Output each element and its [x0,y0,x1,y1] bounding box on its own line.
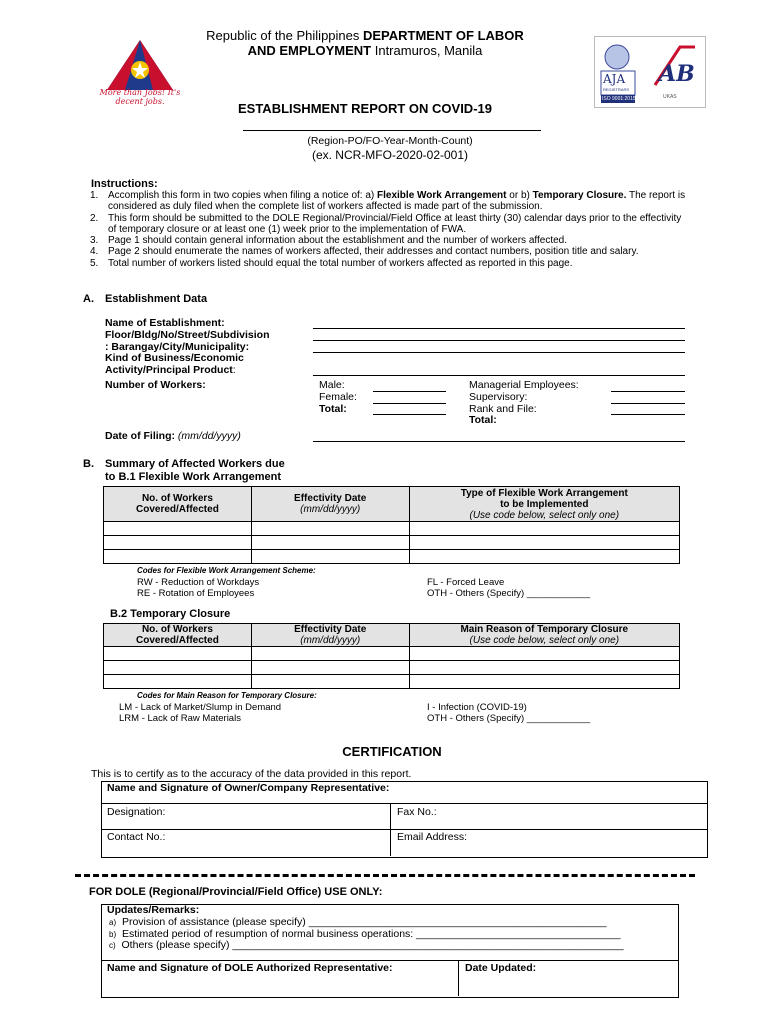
table-cell[interactable] [104,522,252,536]
closure-col-workers: No. of Workers Covered/Affected [104,624,252,647]
table-cell[interactable] [251,550,409,564]
closure-code-lm: LM - Lack of Market/Slump in Demand [119,702,282,713]
instructions-list [90,190,690,269]
table-cell[interactable] [104,550,252,564]
section-a-title: Establishment Data [105,293,208,305]
owner-signature-label[interactable]: Name and Signature of Owner/Company Representative: [107,782,390,794]
barangay-field[interactable] [313,352,685,353]
fwa-col-type: Type of Flexible Work Arrangement to be Implemented (Use code below, select only one) [409,487,679,522]
update-item-c[interactable]: c) Others (please specify) ___________________________________________________________________ [109,939,624,951]
address-field[interactable] [313,340,685,341]
ref-example: (ex. NCR-MFO-2020-02-001) [311,148,469,162]
total-label: Total: [319,403,347,415]
female-label: Female: [319,391,357,403]
establishment-name-field[interactable] [313,328,685,329]
instruction-item: 5. Total number of workers listed should equal the total number of workers affected as reported in this page. [90,257,573,269]
managerial-field[interactable] [611,391,685,392]
header-line1: Republic of the Philippines DEPARTMENT OF LABOR [206,28,524,43]
designation-field[interactable]: Designation: [107,806,166,818]
update-item-b[interactable]: b) Estimated period of resumption of normal business operations: ___________________________________ [109,928,621,940]
date-of-filing-field[interactable] [313,441,685,442]
email-field[interactable]: Email Address: [397,831,468,843]
table-cell[interactable] [104,661,252,675]
total-field[interactable] [373,414,446,415]
instruction-item: 4. Page 2 should enumerate the names of workers affected, their addresses and contact numbers, position title and salary. [90,246,639,258]
instruction-item: 2. This form should be submitted to the DOLE Regional/Provincial/Field Office at least thirty (30) calendar days prior to the effectivity of temporary closure or at least one (1) week prior to the implementation of FWA. [90,212,682,235]
certification-title: CERTIFICATION [342,744,442,759]
supervisory-label: Supervisory: [469,391,528,403]
table-cell[interactable] [251,522,409,536]
kind-of-business-label: Kind of Business/Economic [105,352,244,364]
table-row [104,522,680,536]
section-a-letter: A. [83,293,94,305]
dole-use-title: FOR DOLE (Regional/Provincial/Field Office) USE ONLY: [89,886,383,898]
female-field[interactable] [373,403,446,404]
closure-col-reason: Main Reason of Temporary Closure (Use code below, select only one) [409,624,679,647]
table-cell[interactable] [409,647,679,661]
table-row [104,661,680,675]
closure-col-date: Effectivity Date (mm/dd/yyyy) [251,624,409,647]
table-cell[interactable] [409,675,679,689]
male-field[interactable] [373,391,446,392]
contact-field[interactable]: Contact No.: [107,831,166,843]
ukas-text: UKAS [663,94,677,100]
table-cell[interactable] [409,536,679,550]
table-cell[interactable] [251,647,409,661]
date-of-filing-label: Date of Filing: (mm/dd/yyyy) [105,430,241,442]
closure-code-lrm: LRM - Lack of Raw Materials [119,713,241,724]
instruction-item: 1. Accomplish this form in two copies when filing a notice of: a) Flexible Work Arrangement or b) Temporary Closure. The report is considered as duly filed when the complete list of workers affected is made part of the submission. [90,190,686,213]
total-employees-label: Total: [469,414,497,426]
logo-tagline: More than Jobs! It's decent jobs. [99,88,181,106]
iso-cert-badge [594,36,706,108]
table-cell[interactable] [251,675,409,689]
header-line2: AND EMPLOYMENT Intramuros, Manila [247,43,483,58]
closure-table [103,623,680,689]
table-cell[interactable] [251,661,409,675]
fwa-col-date: Effectivity Date (mm/dd/yyyy) [251,487,409,522]
fwa-code-rw: RW - Reduction of Workdays [137,577,260,588]
section-b-letter: B. [83,458,94,470]
fwa-code-re: RE - Rotation of Employees [137,588,255,599]
floor-label: Floor/Bldg/No/Street/Subdivision [105,329,270,341]
business-kind-field[interactable] [313,375,685,376]
iso-text: ISO 9001:2015 [602,96,636,102]
fwa-code-oth: OTH - Others (Specify) ____________ [427,588,591,599]
table-row [104,647,680,661]
activity-label: Activity/Principal Product: [105,364,236,376]
aja-text: AJA [603,72,626,86]
cut-line [75,874,695,877]
fax-field[interactable]: Fax No.: [397,806,437,818]
male-label: Male: [319,379,345,391]
closure-code-i: I - Infection (COVID-19) [427,702,527,713]
ref-number-line[interactable] [243,130,541,131]
number-of-workers-label: Number of Workers: [105,379,206,391]
certification-statement: This is to certify as to the accuracy of the data provided in this report. [91,768,412,780]
closure-code-oth: OTH - Others (Specify) ____________ [427,713,591,724]
registrars-text: REGISTRARS [603,87,630,92]
date-updated-label[interactable]: Date Updated: [465,962,537,974]
table-cell[interactable] [409,522,679,536]
section-b-title: Summary of Affected Workers due [105,458,285,470]
rank-and-file-label: Rank and File: [469,403,537,415]
section-b1-title: to B.1 Flexible Work Arrangement [105,471,282,483]
fwa-col-workers: No. of Workers Covered/Affected [104,487,252,522]
managerial-label: Managerial Employees: [469,379,579,391]
closure-codes-title: Codes for Main Reason for Temporary Closure: [137,691,317,700]
dole-rep-signature-label[interactable]: Name and Signature of DOLE Authorized Representative: [107,962,393,974]
table-cell[interactable] [104,675,252,689]
table-cell[interactable] [104,536,252,550]
barangay-label: : Barangay/City/Municipality: [105,341,250,353]
rank-and-file-field[interactable] [611,414,685,415]
instructions-heading: Instructions: [91,178,158,190]
fwa-codes-title: Codes for Flexible Work Arrangement Scheme: [137,566,316,575]
table-row [104,675,680,689]
updates-remarks-label: Updates/Remarks: [107,904,200,916]
fwa-table [103,486,680,564]
table-cell[interactable] [409,550,679,564]
ab-text: AB [659,61,695,87]
table-cell[interactable] [104,647,252,661]
table-cell[interactable] [409,661,679,675]
instruction-item: 3. Page 1 should contain general information about the establishment and the number of workers affected. [90,235,567,247]
page-title: ESTABLISHMENT REPORT ON COVID-19 [237,101,492,116]
supervisory-field[interactable] [611,403,685,404]
table-cell[interactable] [251,536,409,550]
ref-format: (Region-PO/FO-Year-Month-Count) [307,135,473,147]
update-item-a[interactable]: a) Provision of assistance (please specify) ___________________________________________________ [109,916,607,928]
fwa-code-fl: FL - Forced Leave [427,577,505,588]
section-b2-title: B.2 Temporary Closure [110,608,231,620]
name-of-establishment-label: Name of Establishment: [105,317,225,329]
table-row [104,536,680,550]
table-row [104,550,680,564]
